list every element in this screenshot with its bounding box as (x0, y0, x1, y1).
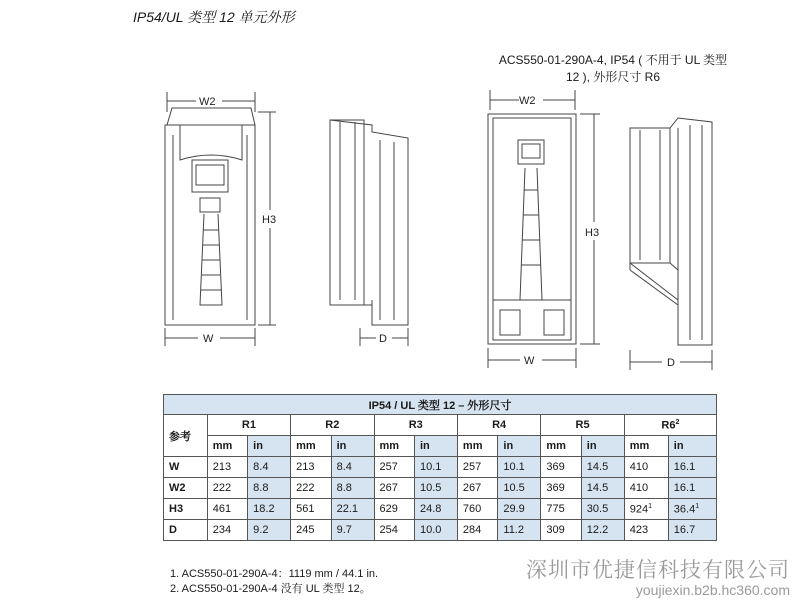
table-cell (374, 457, 414, 478)
table-cell (414, 478, 457, 499)
table-cell (414, 499, 457, 520)
table-cell (331, 478, 374, 499)
cell-value: 10.5 (503, 482, 525, 494)
table-cell (457, 478, 497, 499)
table-cell (541, 520, 581, 541)
table-cell (248, 499, 291, 520)
table-cell (331, 499, 374, 520)
table-row (164, 478, 717, 499)
unit-in: in (668, 436, 716, 457)
cell-value: 369 (546, 482, 565, 494)
side-view-r1-r5 (330, 120, 408, 346)
h3-r6-footnote-mark: 1 (648, 502, 652, 510)
front6-h3-label: H3 (585, 227, 600, 239)
table-cell (624, 478, 668, 499)
row-label: W (164, 457, 208, 478)
cell-value: 11.2 (503, 524, 524, 536)
front6-w-label: W (524, 355, 535, 367)
cell-value: 14.5 (586, 482, 609, 494)
cell-value: 36.4 (673, 503, 696, 516)
cell-value: 222 (296, 482, 315, 494)
cell-value: 245 (296, 524, 315, 536)
table-row (164, 520, 717, 541)
table-cell (581, 499, 624, 520)
row-label: W2 (164, 478, 208, 499)
cell-value: 8.8 (253, 482, 269, 494)
cell-value: 213 (296, 461, 315, 473)
table-cell (541, 499, 581, 520)
front1-h3-label: H3 (262, 214, 277, 226)
table-cell (541, 478, 581, 499)
frame-header-r2: R2 (291, 415, 374, 436)
side6-d-label: D (667, 357, 675, 369)
cell-value: 29.9 (503, 503, 525, 515)
table-cell (207, 457, 247, 478)
unit-in: in (331, 436, 374, 457)
table-cell (291, 520, 331, 541)
cell-value: 12.2 (586, 524, 609, 536)
table-cell (668, 520, 716, 541)
frame-header-r4: R4 (457, 415, 540, 436)
page-title: IP54/UL 类型 12 单元外形 (133, 9, 295, 25)
table-cell (624, 499, 668, 520)
unit-in: in (248, 436, 291, 457)
cell-value: 16.7 (673, 524, 696, 536)
table-cell (668, 499, 716, 520)
unit-mm: mm (541, 436, 581, 457)
side-view-r6 (630, 118, 712, 370)
side1-d-label: D (379, 333, 387, 345)
frame-header-r5: R5 (541, 415, 624, 436)
table-cell (541, 457, 581, 478)
table-cell (668, 457, 716, 478)
front-view-r6 (488, 90, 600, 368)
cell-value: 8.4 (253, 461, 269, 473)
unit-mm: mm (624, 436, 668, 457)
cell-value: 8.4 (336, 461, 352, 473)
cell-value: 10.5 (419, 482, 442, 494)
watermark-company: 深圳市优捷信科技有限公司 (526, 559, 790, 582)
r6-footnote-mark: 2 (675, 418, 680, 426)
unit-in: in (414, 436, 457, 457)
table-cell (374, 499, 414, 520)
table-cell (498, 520, 541, 541)
cell-value: 10.1 (503, 461, 525, 473)
cell-value: 22.1 (336, 503, 358, 515)
cell-value: 267 (379, 482, 398, 494)
cell-value: 30.5 (586, 503, 609, 515)
ref-header: 参考 (164, 415, 208, 457)
watermark-url: youjiexin.b2b.hc360.com (635, 582, 790, 598)
table-cell (291, 499, 331, 520)
table-cell (331, 520, 374, 541)
table-row (164, 499, 717, 520)
table-cell (624, 520, 668, 541)
unit-row (164, 436, 717, 457)
h3-r6-footnote-mark: 1 (695, 502, 700, 510)
cell-value: 369 (546, 461, 565, 473)
cell-value: 9.7 (336, 524, 352, 536)
cell-value: 222 (212, 482, 232, 494)
table-cell (581, 457, 624, 478)
table-cell (624, 457, 668, 478)
unit-mm: mm (374, 436, 414, 457)
front1-w-label: W (203, 333, 214, 345)
table-cell (668, 478, 716, 499)
frame-header-r6 (624, 415, 716, 436)
cell-value: 10.1 (419, 461, 442, 473)
cell-value: 18.2 (253, 503, 275, 515)
footnote-1: 1. ACS550-01-290A-4：1119 mm / 44.1 in. (170, 568, 379, 580)
table-cell (207, 499, 247, 520)
table-cell (581, 520, 624, 541)
table-cell (581, 478, 624, 499)
front-view-r1-r5 (165, 92, 276, 346)
table-cell (374, 478, 414, 499)
cell-value: 267 (462, 482, 482, 494)
table-cell (248, 457, 291, 478)
unit-mm: mm (207, 436, 247, 457)
cell-value: 775 (546, 503, 565, 515)
table-cell (457, 520, 497, 541)
cell-value: 461 (212, 503, 232, 515)
unit-mm: mm (457, 436, 497, 457)
table-caption: IP54 / UL 类型 12 – 外形尺寸 (164, 395, 717, 415)
table-cell (498, 457, 541, 478)
cell-value: 16.1 (673, 461, 696, 473)
cell-value: 561 (296, 503, 315, 515)
table-cell (498, 499, 541, 520)
table-cell (414, 457, 457, 478)
cell-value: 410 (629, 482, 649, 494)
cell-value: 8.8 (336, 482, 352, 494)
cell-value: 16.1 (673, 482, 696, 494)
table-cell (207, 520, 247, 541)
cell-value: 410 (629, 461, 649, 473)
cell-value: 629 (379, 503, 398, 515)
cell-value: 284 (462, 524, 482, 536)
cell-value: 257 (379, 461, 398, 473)
frame-header-r1: R1 (207, 415, 290, 436)
cell-value: 24.8 (419, 503, 442, 515)
table-cell (291, 478, 331, 499)
r6-label: R6 (661, 419, 676, 432)
unit-mm: mm (291, 436, 331, 457)
table-cell (248, 478, 291, 499)
table-cell (498, 478, 541, 499)
frame-header-r3: R3 (374, 415, 457, 436)
footnotes (170, 567, 378, 597)
cell-value: 234 (212, 524, 232, 536)
front6-w2-label: W2 (519, 95, 536, 107)
cell-value: 14.5 (586, 461, 609, 473)
row-label: D (164, 520, 208, 541)
table-cell (457, 457, 497, 478)
cell-value: 9.2 (253, 524, 269, 536)
cell-value: 213 (212, 461, 232, 473)
cell-value: 257 (462, 461, 482, 473)
table-cell (248, 520, 291, 541)
table-cell (207, 478, 247, 499)
table-row (164, 457, 717, 478)
cell-value: 924 (629, 503, 649, 516)
footnote-2: 2. ACS550-01-290A-4 没有 UL 类型 12。 (170, 583, 371, 595)
cell-value: 309 (546, 524, 565, 536)
table-cell (291, 457, 331, 478)
front1-w2-label: W2 (199, 96, 216, 108)
cell-value: 10.0 (419, 524, 442, 536)
unit-in: in (498, 436, 541, 457)
r6-caption: ACS550-01-290A-4, IP54 ( 不用于 UL 类型 12 ), 外形尺寸 R6 (498, 53, 728, 84)
table-cell (331, 457, 374, 478)
dimensions-table (163, 394, 717, 541)
unit-in: in (581, 436, 624, 457)
cell-value: 254 (379, 524, 398, 536)
cell-value: 760 (462, 503, 482, 515)
table-cell (374, 520, 414, 541)
table-cell (414, 520, 457, 541)
cell-value: 423 (629, 524, 649, 536)
row-label: H3 (164, 499, 208, 520)
table-cell (457, 499, 497, 520)
